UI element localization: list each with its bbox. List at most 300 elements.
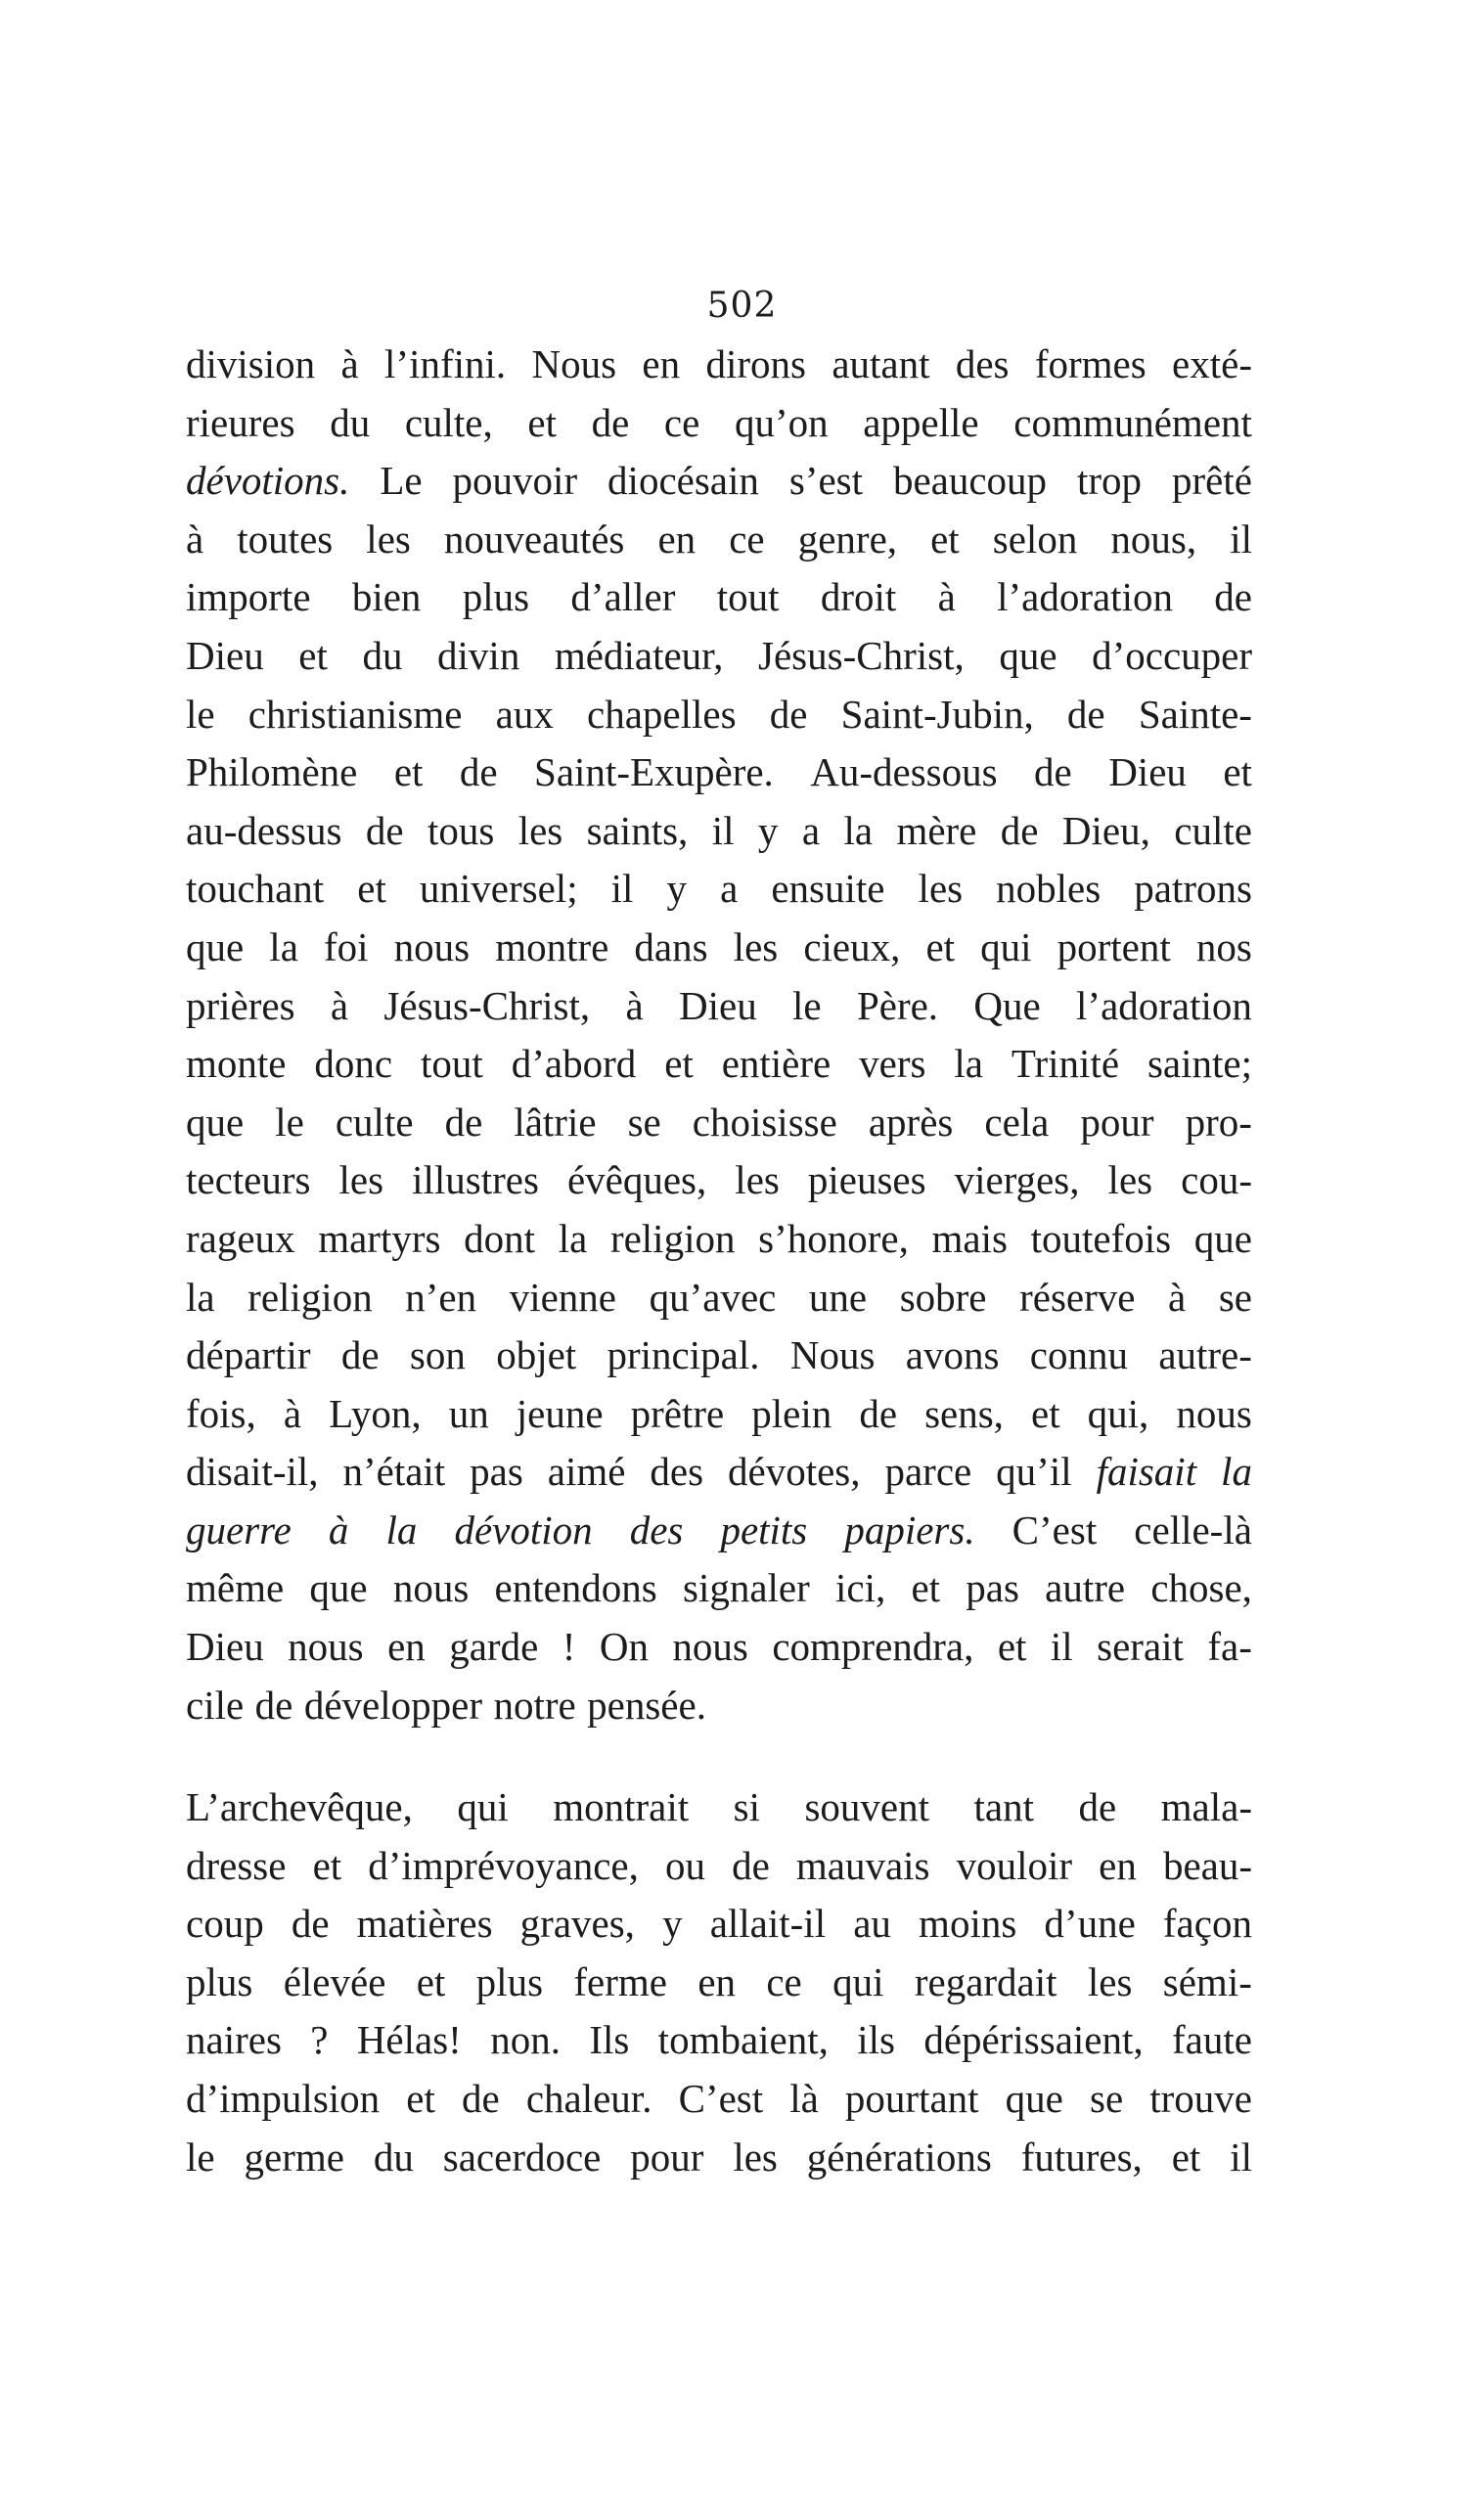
word: coup <box>186 1901 264 1947</box>
word: que <box>309 1565 368 1611</box>
word: la <box>269 923 298 969</box>
word: l’adoration <box>1076 982 1252 1028</box>
word: droit <box>820 574 897 620</box>
word: y <box>666 866 688 912</box>
word: christianisme <box>247 691 463 737</box>
text-line <box>186 1954 1252 2012</box>
word: de <box>365 807 404 853</box>
word: ce <box>766 1958 802 2004</box>
word: choisisse <box>692 1099 837 1145</box>
word: ici, <box>835 1565 886 1611</box>
word: connu <box>1029 1332 1128 1378</box>
word: universel; <box>419 866 578 912</box>
word: après <box>868 1099 954 1145</box>
text-line <box>186 860 1252 919</box>
word: sobre <box>899 1274 987 1320</box>
word: de <box>340 1332 380 1378</box>
word: un <box>448 1390 489 1436</box>
word: guerre <box>186 1506 292 1552</box>
text-line <box>186 1559 1252 1618</box>
word: et <box>1171 2134 1201 2180</box>
word: dirons <box>705 341 806 386</box>
word: Dieu, <box>1061 807 1150 853</box>
word: faute <box>1172 2017 1252 2063</box>
text-line <box>186 394 1252 453</box>
word: qu’avec <box>649 1274 777 1320</box>
word: qu’on <box>734 399 829 445</box>
word: médiateur, <box>554 632 724 678</box>
word: ferme <box>573 1958 667 2004</box>
word: germe <box>244 2134 344 2180</box>
text-line <box>186 1502 1252 1560</box>
word: religion <box>247 1274 373 1320</box>
word: prêtre <box>630 1390 725 1436</box>
word: objet <box>496 1332 577 1378</box>
text-line <box>186 919 1252 977</box>
word: nous <box>392 1565 470 1611</box>
word: plus <box>462 574 530 620</box>
word: à <box>328 1506 349 1552</box>
word: d’impulsion <box>186 2075 381 2121</box>
word: de <box>291 1901 330 1947</box>
word: d’imprévoyance, <box>368 1842 639 1888</box>
word: culte <box>335 1099 414 1145</box>
word: des <box>650 1449 704 1495</box>
text-line <box>186 627 1252 686</box>
word: trouve <box>1149 2075 1252 2121</box>
word: mauvais <box>795 1842 930 1888</box>
word: vouloir <box>956 1842 1073 1888</box>
word: matières <box>356 1901 493 1947</box>
page-number: 502 <box>706 286 778 326</box>
text-line <box>186 1443 1252 1502</box>
word: tant <box>973 1784 1034 1829</box>
word: division <box>186 341 316 386</box>
word: Nous <box>789 1332 876 1378</box>
word: sainte; <box>1147 1041 1252 1087</box>
word: Dieu <box>186 632 264 678</box>
word: à <box>186 516 204 562</box>
word: ce <box>729 516 765 562</box>
word: du <box>373 2134 414 2180</box>
word: le <box>186 2134 215 2180</box>
word: cieux, <box>803 923 901 969</box>
word: beau- <box>1162 1842 1252 1888</box>
word: qui <box>832 1958 884 2004</box>
word: la <box>558 1215 588 1261</box>
word: à <box>937 574 956 620</box>
word: nos <box>1195 923 1252 969</box>
word: même <box>186 1565 285 1611</box>
word: la <box>843 807 874 853</box>
word: et <box>1031 1390 1060 1436</box>
word: du <box>330 399 371 445</box>
word: qui <box>457 1784 509 1829</box>
text-line <box>186 511 1252 569</box>
text-line <box>186 2011 1252 2070</box>
word: si <box>733 1784 760 1829</box>
word: L’archevêque, <box>186 1784 413 1829</box>
word: divin <box>437 632 520 678</box>
word: et <box>664 1041 694 1087</box>
word: dans <box>634 923 708 969</box>
word: exté- <box>1172 341 1252 386</box>
word: dévotes, <box>728 1449 861 1495</box>
word: et <box>298 632 328 678</box>
word: et <box>925 923 956 969</box>
word: et <box>357 866 386 912</box>
text-line <box>186 1326 1252 1385</box>
word: fois, <box>186 1390 256 1436</box>
word: que <box>186 923 245 969</box>
word: chaleur. <box>525 2075 652 2121</box>
text-line <box>186 1269 1252 1327</box>
word: nous <box>393 923 471 969</box>
word: se <box>627 1099 661 1145</box>
word: cou- <box>1181 1157 1252 1203</box>
word: qui <box>980 923 1032 969</box>
word: et <box>312 1842 342 1888</box>
word: montre <box>495 923 609 969</box>
word: a <box>720 866 739 912</box>
word: Saint-Exupère. <box>534 749 774 795</box>
word: réserve <box>1019 1274 1136 1320</box>
word: ou <box>664 1842 705 1888</box>
word: Dieu <box>1108 749 1187 795</box>
word: entendons <box>494 1565 657 1611</box>
word: tous <box>427 807 495 853</box>
word: Que <box>973 982 1041 1028</box>
word: départir <box>186 1332 311 1378</box>
word: a <box>801 807 821 853</box>
word: prêté <box>1172 458 1252 504</box>
paragraph-2 <box>186 1778 1252 2186</box>
word: y <box>757 807 779 853</box>
word: pour <box>630 2134 704 2180</box>
word: genre, <box>797 516 898 562</box>
word: C’est <box>678 2075 764 2121</box>
word: ce <box>663 399 700 445</box>
word: prières <box>186 982 295 1028</box>
text-line <box>186 2129 1252 2187</box>
word: regardait <box>914 1958 1057 2004</box>
word: bien <box>351 574 422 620</box>
word: tombaient, <box>657 2017 829 2063</box>
word: de <box>444 1099 483 1145</box>
word: façon <box>1162 1901 1252 1947</box>
word: de <box>1000 807 1039 853</box>
word: le <box>792 982 822 1028</box>
word: communément <box>1013 399 1252 445</box>
word: en <box>387 1624 426 1670</box>
word: la <box>954 1041 983 1087</box>
word: serait <box>1097 1624 1184 1670</box>
text-line <box>186 1837 1252 1896</box>
word: nous, <box>1110 516 1197 562</box>
word: autre <box>1045 1565 1126 1611</box>
word: nous <box>672 1624 748 1670</box>
word: futures, <box>1020 2134 1143 2180</box>
word: signaler <box>682 1565 810 1611</box>
word: la <box>186 1274 215 1320</box>
word: pieuses <box>807 1157 926 1203</box>
word: il <box>1050 1624 1073 1670</box>
word: vienne <box>509 1274 617 1320</box>
word: mais <box>931 1215 1008 1261</box>
word: de <box>462 2075 500 2121</box>
text-line <box>186 568 1252 627</box>
word: plus <box>475 1958 544 2004</box>
word: Dieu <box>186 1624 264 1670</box>
word: sémi- <box>1162 1958 1252 2004</box>
word: de <box>732 1842 770 1888</box>
word: trop <box>1077 458 1143 504</box>
word: il <box>610 866 634 912</box>
word: tecteurs <box>186 1157 311 1203</box>
word: à <box>330 982 349 1028</box>
word: avons <box>905 1332 1000 1378</box>
word: y <box>662 1901 683 1947</box>
word: il <box>1230 2134 1252 2180</box>
text-line <box>186 1385 1252 1444</box>
word: de <box>459 749 498 795</box>
word: garde <box>449 1624 539 1670</box>
text-line <box>186 452 1252 511</box>
word: évêques, <box>566 1157 707 1203</box>
word: il <box>711 807 735 853</box>
word: dévotion <box>454 1506 593 1552</box>
word: il <box>1230 516 1252 562</box>
word: chose, <box>1150 1565 1252 1611</box>
word: mère <box>896 807 977 853</box>
word: comprendra, <box>772 1624 974 1670</box>
word: de <box>769 691 808 737</box>
word: non. <box>490 2017 561 2063</box>
word: d’une <box>1044 1901 1136 1947</box>
word: plus <box>186 1958 253 2004</box>
word: foi <box>323 923 369 969</box>
word: en <box>642 341 681 386</box>
word: sacerdoce <box>442 2134 602 2180</box>
word: et <box>1223 749 1252 795</box>
word: tout <box>421 1041 483 1087</box>
text-line <box>186 802 1252 861</box>
word: les <box>366 516 411 562</box>
word: Ils <box>589 2017 630 2063</box>
word: pas <box>470 1449 523 1495</box>
text-line <box>186 336 1252 394</box>
text-line <box>186 1094 1252 1152</box>
word: lâtrie <box>514 1099 597 1145</box>
word: saints, <box>586 807 689 853</box>
word: que <box>1193 1215 1252 1261</box>
word: pro- <box>1185 1099 1252 1145</box>
word: allait-il <box>709 1901 827 1947</box>
word: Nous <box>531 341 617 386</box>
word: le <box>275 1099 304 1145</box>
word: de <box>1066 691 1105 737</box>
word: Jésus-Christ, <box>758 632 965 678</box>
word: formes <box>1034 341 1147 386</box>
text-line <box>186 1151 1252 1210</box>
word: développer <box>303 1682 482 1728</box>
text-line <box>186 686 1252 744</box>
word: que <box>999 632 1057 678</box>
word: chapelles <box>587 691 737 737</box>
word: aux <box>495 691 554 737</box>
word: la <box>385 1506 418 1552</box>
word: se <box>1218 1274 1252 1320</box>
word: pensée. <box>587 1682 706 1728</box>
word: vers <box>859 1041 926 1087</box>
word: la <box>1221 1449 1252 1495</box>
word: les <box>918 866 964 912</box>
word: s’est <box>788 458 863 504</box>
word: et <box>393 749 424 795</box>
word: ensuite <box>771 866 885 912</box>
word: toutes <box>237 516 334 562</box>
word: pourtant <box>844 2075 979 2121</box>
word: jeune <box>516 1390 604 1436</box>
word: Le <box>380 458 423 504</box>
word: martyrs <box>318 1215 441 1261</box>
word: nous <box>1176 1390 1252 1436</box>
text-line <box>186 743 1252 802</box>
word: nous <box>288 1624 364 1670</box>
word: dévotions. <box>186 458 350 504</box>
word: donc <box>314 1041 393 1087</box>
word: nouveautés <box>443 516 625 562</box>
word: autant <box>832 341 930 386</box>
word: et <box>527 399 557 445</box>
word: Trinité <box>1011 1041 1120 1087</box>
word: naires <box>186 2017 282 2063</box>
word: moins <box>919 1901 1017 1947</box>
word: à <box>1168 1274 1187 1320</box>
word: en <box>697 1958 737 2004</box>
text-line <box>186 1618 1252 1677</box>
word: de <box>859 1390 898 1436</box>
word: et <box>930 516 960 562</box>
word: de <box>591 399 630 445</box>
word: C’est <box>1012 1506 1098 1552</box>
word: à <box>340 341 359 386</box>
word: selon <box>992 516 1078 562</box>
word: monte <box>186 1041 287 1087</box>
word: nobles <box>996 866 1102 912</box>
word: ! <box>562 1624 576 1670</box>
word: autre- <box>1158 1332 1252 1378</box>
word: se <box>1089 2075 1124 2121</box>
word: notre <box>493 1682 576 1728</box>
word: pouvoir <box>452 458 578 504</box>
word: Lyon, <box>329 1390 422 1436</box>
word: qui, <box>1087 1390 1149 1436</box>
word: du <box>362 632 403 678</box>
word: les <box>1107 1157 1153 1203</box>
word: toutefois <box>1030 1215 1172 1261</box>
word: faisait <box>1096 1449 1197 1495</box>
word: à <box>625 982 644 1028</box>
word: les <box>338 1157 384 1203</box>
word: graves, <box>519 1901 635 1947</box>
word: son <box>409 1332 466 1378</box>
word: en <box>1099 1842 1137 1888</box>
word: les <box>735 1157 780 1203</box>
word: dont <box>464 1215 536 1261</box>
word: entière <box>721 1041 832 1087</box>
word: mala- <box>1160 1784 1252 1829</box>
word: les <box>1087 1958 1133 2004</box>
word: d’aller <box>570 574 676 620</box>
word: l’infini. <box>384 341 507 386</box>
paragraph-1 <box>186 336 1252 1734</box>
word: et <box>406 2075 435 2121</box>
text-line <box>186 977 1252 1036</box>
word: une <box>808 1274 868 1320</box>
word: illustres <box>412 1157 539 1203</box>
word: papiers. <box>844 1506 975 1552</box>
word: tout <box>716 574 780 620</box>
word: de <box>254 1682 293 1728</box>
word: ils <box>857 2017 895 2063</box>
word: là <box>789 2075 819 2121</box>
word: ? <box>310 2017 329 2063</box>
word: des <box>955 341 1010 386</box>
word: n’en <box>405 1274 477 1320</box>
text-line <box>186 1035 1252 1094</box>
word: les <box>517 807 563 853</box>
word: religion <box>609 1215 736 1261</box>
word: à <box>283 1390 302 1436</box>
text-line <box>186 1210 1252 1269</box>
word: diocésain <box>607 458 759 504</box>
word: Jésus-Christ, <box>383 982 591 1028</box>
word: beaucoup <box>892 458 1048 504</box>
word: Philomène <box>186 749 358 795</box>
word: en <box>657 516 697 562</box>
text-line <box>186 1677 1252 1735</box>
word: patrons <box>1134 866 1252 912</box>
word: principal. <box>607 1332 760 1378</box>
text-line <box>186 1895 1252 1954</box>
word: Sainte- <box>1138 691 1252 737</box>
word: qu’il <box>996 1449 1072 1495</box>
word: rageux <box>186 1215 295 1261</box>
word: importe <box>186 574 311 620</box>
word: sens, <box>924 1390 1004 1436</box>
word: de <box>1214 574 1252 620</box>
word: de <box>1078 1784 1117 1829</box>
word: souvent <box>804 1784 929 1829</box>
word: Saint-Jubin, <box>840 691 1034 737</box>
word: culte <box>1174 807 1252 853</box>
word: le <box>186 691 215 737</box>
word: dresse <box>186 1842 287 1888</box>
word: d’abord <box>511 1041 637 1087</box>
word: parce <box>884 1449 972 1495</box>
word: Au-dessous <box>810 749 998 795</box>
word: au-dessus <box>186 807 342 853</box>
word: fa- <box>1207 1624 1252 1670</box>
word: les <box>733 2134 778 2180</box>
word: dépérissaient, <box>923 2017 1144 2063</box>
word: Dieu <box>679 982 757 1028</box>
word: touchant <box>186 866 325 912</box>
word: pas <box>966 1565 1019 1611</box>
word: au <box>853 1901 891 1947</box>
word: s’honore, <box>758 1215 909 1261</box>
